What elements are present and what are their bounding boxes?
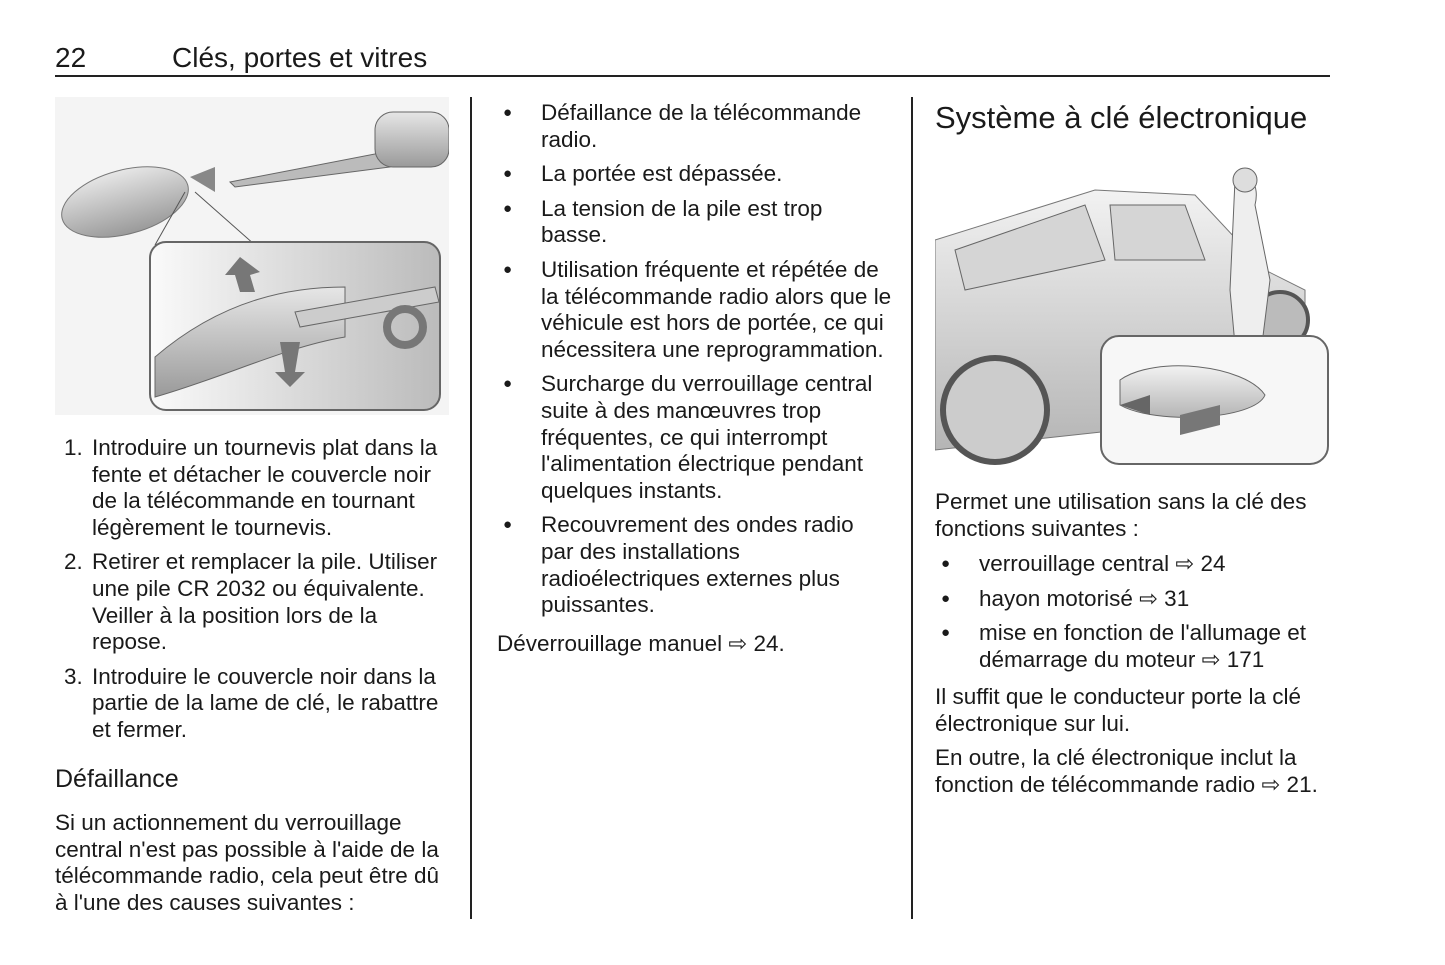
page-number: 22 — [55, 42, 87, 73]
header-rule — [55, 75, 1330, 77]
step-item — [55, 435, 450, 541]
step-number: 3. — [64, 663, 83, 689]
step-number: 1. — [64, 435, 83, 460]
step-item — [55, 664, 450, 744]
chapter-title: Clés, portes et vitres — [172, 42, 428, 73]
keyless-paragraph-2: En outre, la clé électronique inclut la fonction de télécommande radio ⇨ 21. — [935, 745, 1318, 797]
failure-causes-list — [497, 100, 892, 627]
manual-unlock-reference: Déverrouillage manuel ⇨ 24. — [497, 631, 785, 656]
keyless-paragraph-1: Il suffit que le conducteur porte la clé électronique sur lui. — [935, 684, 1302, 736]
list-item: ● Défaillance de la télécommande radio. — [497, 100, 892, 153]
step-number: 2. — [64, 549, 83, 575]
section-heading-defaillance: Défaillance — [55, 765, 179, 793]
step-text: Retirer et remplacer la pile. Utiliser une pile CR 2032 ou équivalente. Veiller à la position lors de la repose. — [92, 549, 438, 655]
section-heading-keyless: Système à clé électronique — [935, 100, 1308, 135]
step-text: Introduire un tournevis plat dans la fente et détacher le couvercle noir de la télécommande en tournant légèrement le tournevis. — [92, 435, 438, 540]
list-item: ● Surcharge du verrouillage central suite à des manœuvres trop fréquentes, ce qui interrompt l'alimentation électrique pendant quelques instants. — [497, 371, 892, 504]
battery-replacement-steps — [55, 435, 450, 752]
keyless-intro: Permet une utilisation sans la clé des fonctions suivantes : — [935, 489, 1307, 541]
list-item: ● verrouillage central ⇨ 24 — [935, 551, 1335, 578]
key-battery-illustration — [55, 97, 449, 415]
list-item: ● Recouvrement des ondes radio par des installations radioélectriques externes plus puissantes. — [497, 512, 892, 618]
defaillance-paragraph: Si un actionnement du verrouillage central n'est pas possible à l'aide de la télécommande radio, cela peut être dû à l'une des causes suivantes : — [55, 810, 439, 915]
list-item: ● La portée est dépassée. — [497, 161, 892, 188]
keyless-functions-list — [935, 551, 1335, 681]
list-item: ● hayon motorisé ⇨ 31 — [935, 586, 1335, 613]
list-item: ● La tension de la pile est trop basse. — [497, 196, 892, 249]
column-divider — [911, 97, 913, 919]
keyless-car-illustration — [935, 150, 1330, 468]
list-item: ● Utilisation fréquente et répétée de la télécommande radio alors que le véhicule est hors de portée, ce qui nécessitera une reprogrammation. — [497, 257, 892, 363]
column-divider — [470, 97, 472, 919]
step-item — [55, 549, 450, 655]
step-text: Introduire le couvercle noir dans la partie de la lame de clé, le rabattre et fermer. — [92, 663, 439, 742]
list-item: ● mise en fonction de l'allumage et démarrage du moteur ⇨ 171 — [935, 620, 1335, 673]
